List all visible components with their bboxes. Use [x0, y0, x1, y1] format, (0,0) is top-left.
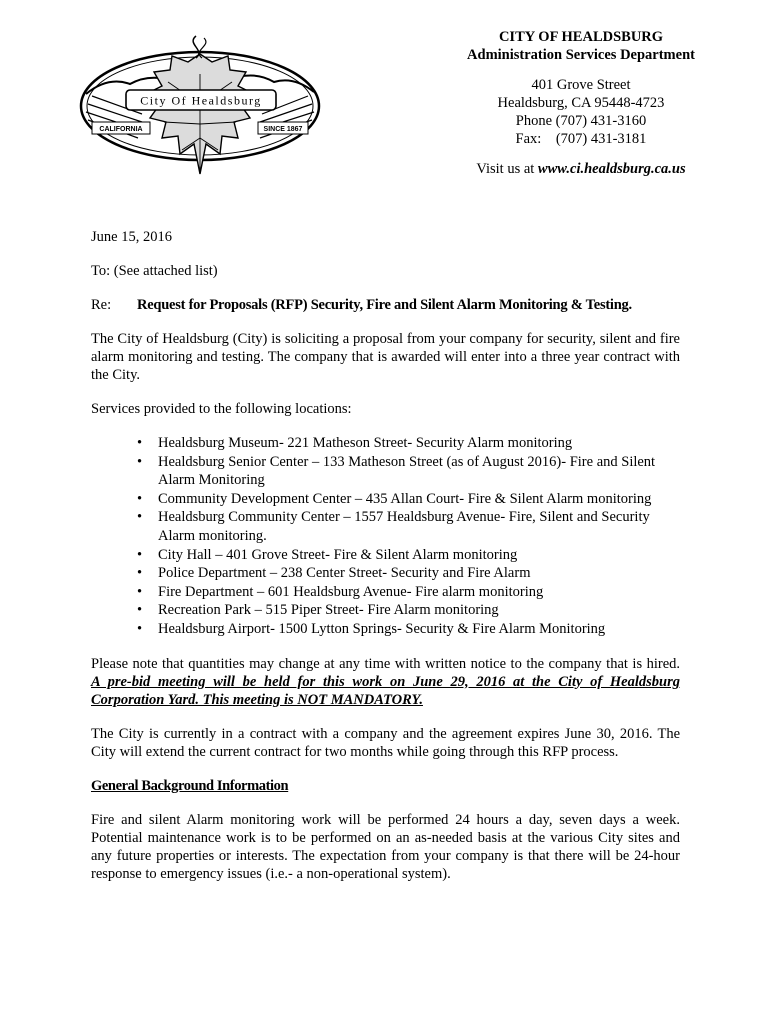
list-item: • Healdsburg Senior Center – 133 Matheson Street (as of August 2016)- Fire and Silent Alarm Monitoring — [158, 453, 680, 490]
recipient-line: To: (See attached list) — [91, 263, 218, 279]
list-item: • Healdsburg Community Center – 1557 Healdsburg Avenue- Fire, Silent and Security Alarm monitoring. — [158, 508, 680, 545]
logo-right-text: SINCE 1867 — [263, 126, 303, 133]
list-item: • Fire Department – 601 Healdsburg Avenue- Fire alarm monitoring — [158, 583, 680, 602]
intro-paragraph: The City of Healdsburg (City) is soliciting a proposal from your company for security, silent and fire alarm monitoring and testing. The company that is awarded will enter into a three year contract with the City. — [91, 331, 680, 383]
website-line — [440, 160, 722, 178]
list-item: • Healdsburg Airport- 1500 Lytton Springs- Security & Fire Alarm Monitoring — [158, 620, 680, 639]
list-item: • City Hall – 401 Grove Street- Fire & Silent Alarm monitoring — [158, 546, 680, 565]
org-name: CITY OF HEALDSBURG — [498, 29, 664, 45]
services-intro: Services provided to the following locations: — [91, 401, 352, 417]
subject-label: Re: — [91, 297, 112, 313]
street-address: 401 Grove Street — [531, 77, 631, 93]
background-heading: General Background Information — [91, 777, 289, 794]
quantities-note: Please note that quantities may change at any time with written notice to the company that is hired. — [91, 655, 688, 672]
list-item: • Recreation Park – 515 Piper Street- Fire Alarm monitoring — [158, 601, 680, 620]
letter-body — [91, 228, 688, 899]
city-seal-logo — [78, 34, 323, 206]
website-prefix: Visit us at — [476, 161, 538, 177]
city-address: Healdsburg, CA 95448-4723 — [497, 95, 665, 111]
list-item: • Police Department – 238 Center Street- Security and Fire Alarm — [158, 564, 680, 583]
prebid-meeting-notice: A pre-bid meeting will be held for this work on June 29, 2016 at the City of Healdsburg Corporation Yard. This meeting is NOT MANDATORY. — [91, 673, 680, 708]
contract-paragraph: The City is currently in a contract with a company and the agreement expires June 30, 2016. The City will extend the current contract for two months while going through this RFP process. — [91, 725, 680, 760]
locations-list — [91, 434, 680, 639]
fax-number: Fax: (707) 431-3181 — [515, 131, 647, 147]
phone-number: Phone (707) 431-3160 — [515, 113, 647, 129]
background-paragraph: Fire and silent Alarm monitoring work will be performed 24 hours a day, seven days a week. Potential maintenance work is to be performed on an as-needed basis at the various City sites and any future properties or interests. The expectation from your company is that there will be 24-hour response to emergency issues (i.e.- a non-operational system). — [91, 811, 680, 882]
logo-name: City Of Healdsburg — [140, 93, 262, 108]
subject-line — [91, 296, 680, 314]
list-item: • Community Development Center – 435 Allan Court- Fire & Silent Alarm monitoring — [158, 490, 680, 509]
subject-text: Request for Proposals (RFP) Security, Fire and Silent Alarm Monitoring & Testing. — [137, 297, 632, 313]
quantities-paragraph — [91, 655, 688, 709]
logo-left-text: CALIFORNIA — [99, 126, 143, 133]
department-name: Administration Services Department — [467, 47, 695, 63]
list-item: • Healdsburg Museum- 221 Matheson Street- Security Alarm monitoring — [158, 434, 680, 453]
website-link[interactable]: www.ci.healdsburg.ca.us — [537, 161, 686, 177]
letter-date: June 15, 2016 — [91, 229, 172, 245]
letterhead — [440, 28, 722, 178]
